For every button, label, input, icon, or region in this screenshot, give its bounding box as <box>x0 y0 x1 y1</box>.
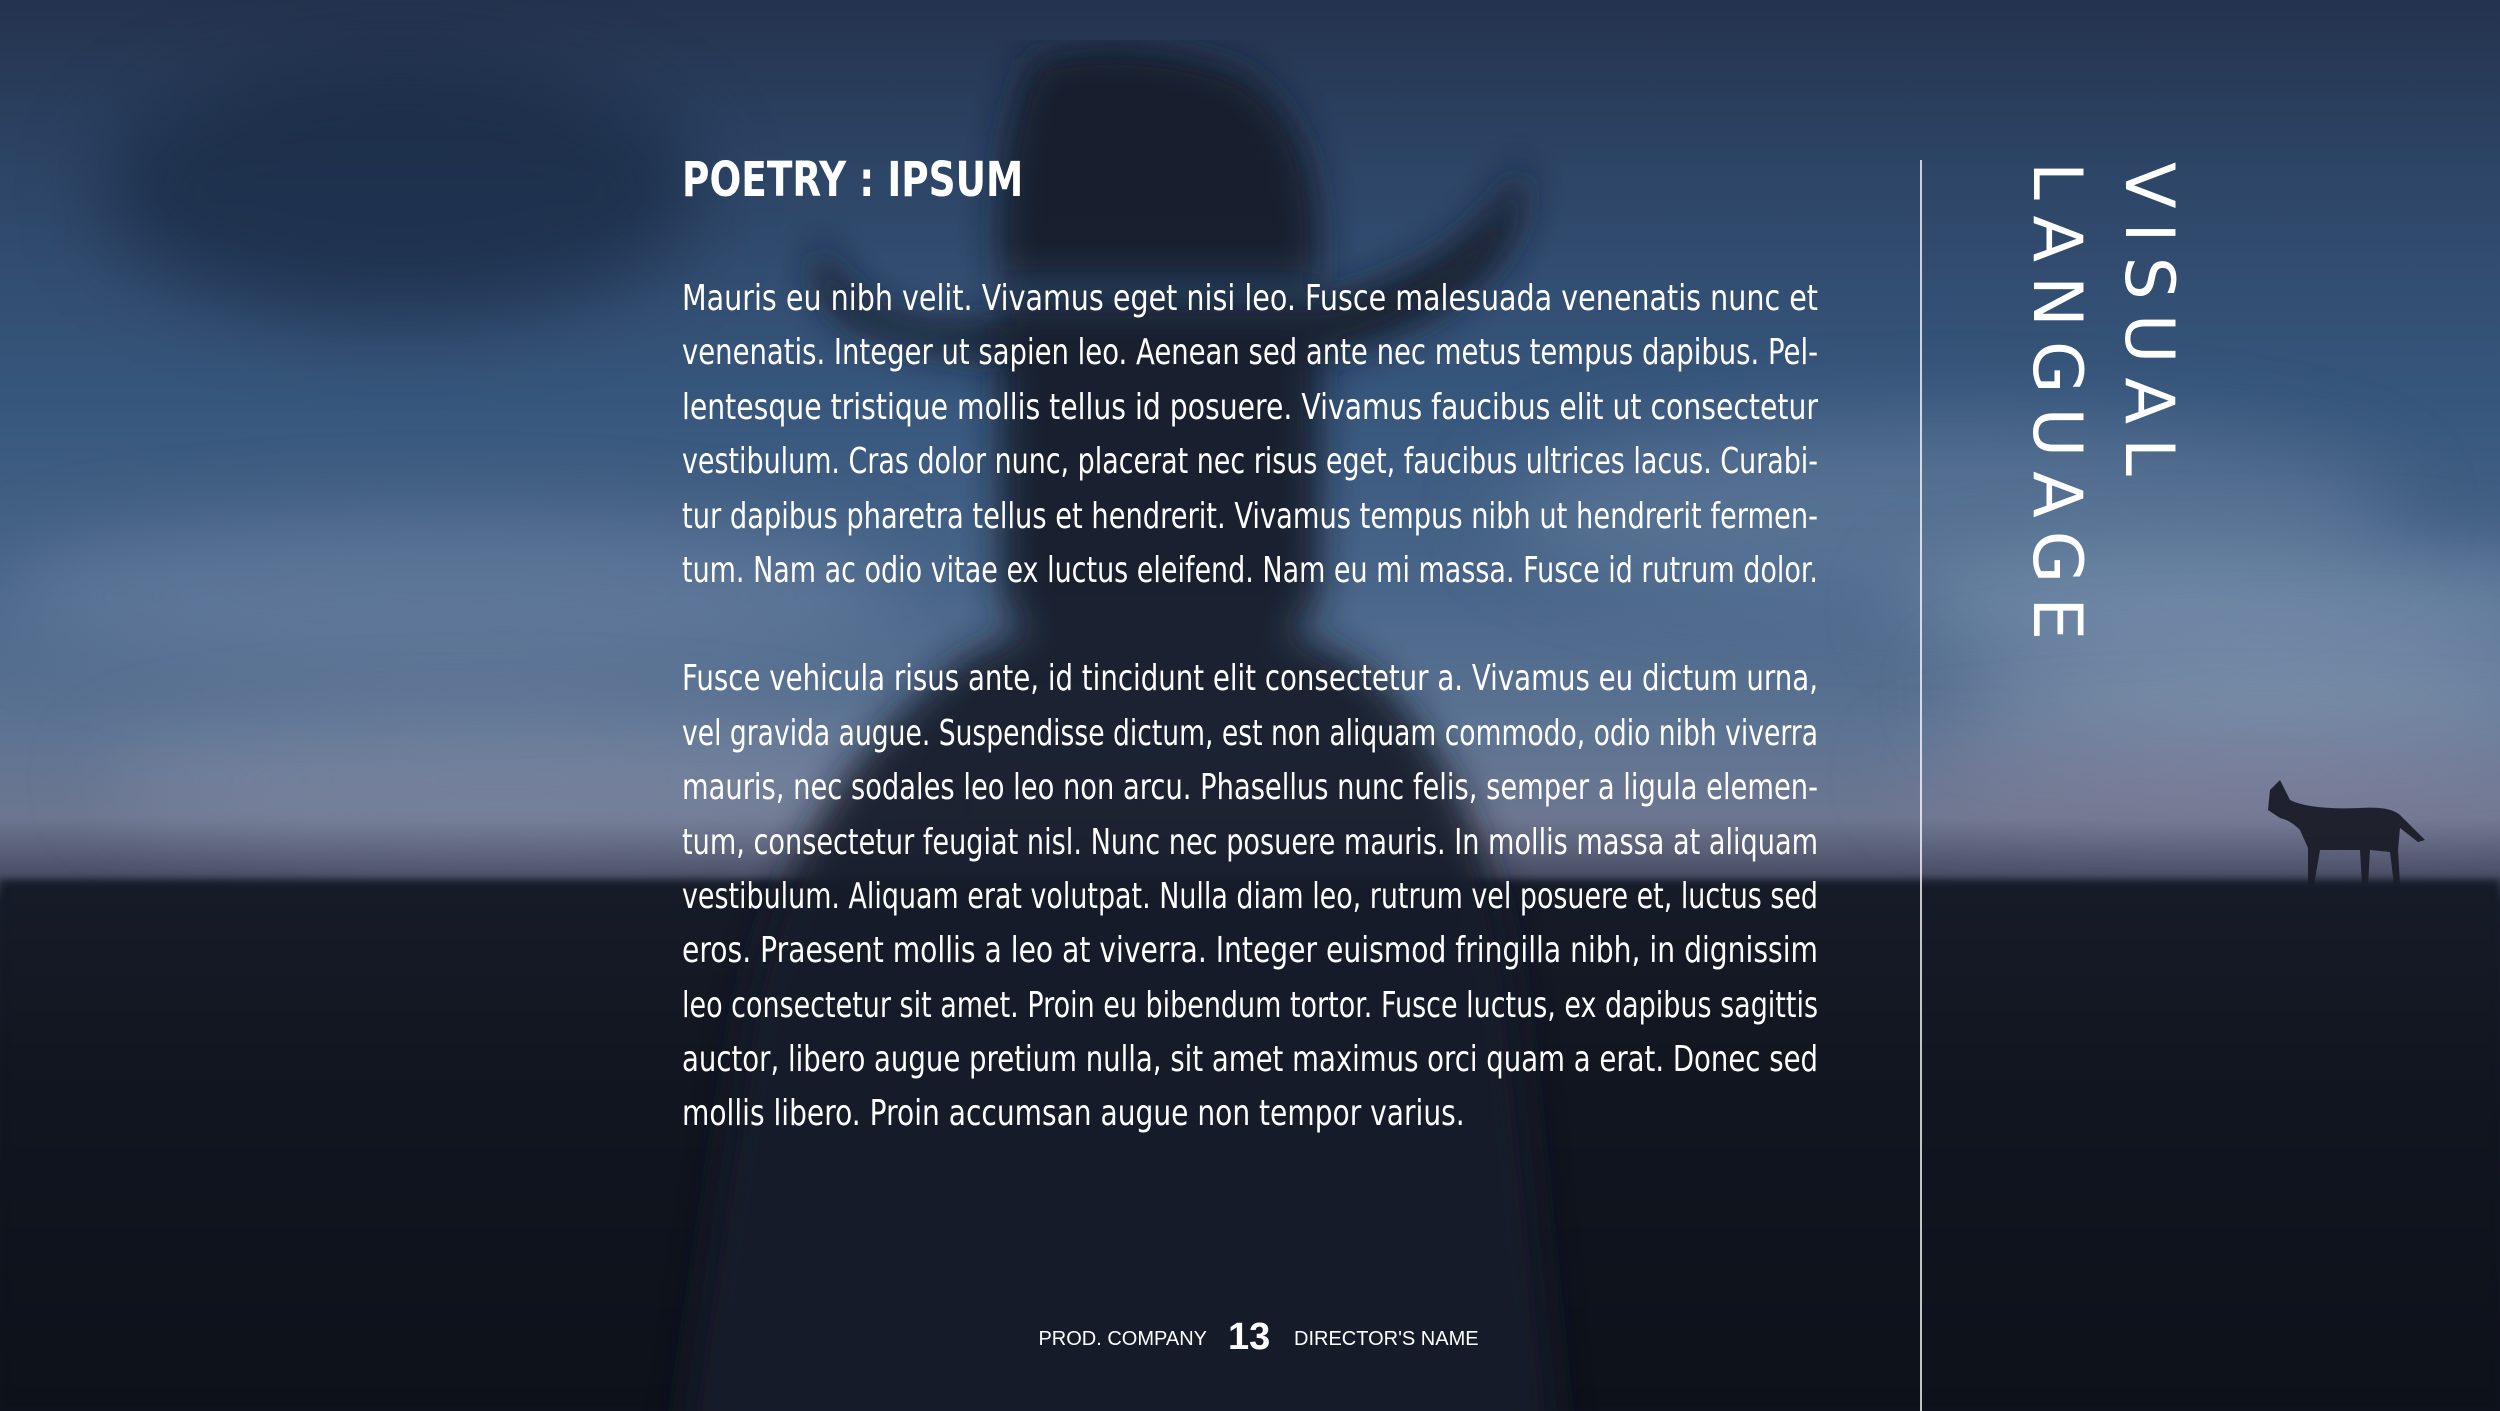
text-line: tum. Nam ac odio vitae ex luctus eleifend. Nam eu mi massa. Fusce id rutrum dolor. <box>682 549 1818 591</box>
page-number: 13 <box>1228 1316 1271 1358</box>
text-line: Mauris eu nibh velit. Vivamus eget nisi leo. Fusce malesuada venenatis nunc et <box>682 278 1818 319</box>
body-text <box>682 272 1818 1196</box>
text-line: auctor, libero augue pretium nulla, sit amet maximus orci quam a erat. Donec sed <box>682 1039 1818 1081</box>
text-line: vestibulum. Cras dolor nunc, placerat nec risus eget, faucibus ultrices lacus. Curabi- <box>682 441 1818 483</box>
text-line: eros. Praesent mollis a leo at viverra. Integer euismod fringilla nibh, in dignissim <box>682 930 1818 972</box>
production-company: PROD. COMPANY <box>1038 1328 1207 1350</box>
text-line: tum, consectetur feugiat nisl. Nunc nec posuere mauris. In mollis massa at aliquam <box>682 821 1818 863</box>
text-line: leo consectetur sit amet. Proin eu bibendum tortor. Fusce luctus, ex dapibus sagittis <box>682 984 1818 1026</box>
text-line: vel gravida augue. Suspendisse dictum, est non aliquam commodo, odio nibh viverra <box>682 712 1818 754</box>
page-title: POETRY : IPSUM <box>682 152 1024 208</box>
paragraph-1 <box>682 272 1818 598</box>
text-line: mauris, nec sodales leo leo non arcu. Phasellus nunc felis, semper a ligula elemen- <box>682 767 1818 809</box>
text-line: mollis libero. Proin accumsan augue non tempor varius. <box>682 1093 1465 1135</box>
text-line: Fusce vehicula risus ante, id tincidunt elit consectetur a. Vivamus eu dictum urna, <box>682 658 1818 700</box>
paragraph-2 <box>682 652 1818 1142</box>
text-line: venenatis. Integer ut sapien leo. Aenean sed ante nec metus tempus dapibus. Pel- <box>682 332 1818 374</box>
section-title-vertical: VISUAL LANGUAGE <box>2017 162 2188 655</box>
director-name: DIRECTOR'S NAME <box>1294 1328 1479 1350</box>
footer <box>0 1318 2500 1364</box>
vertical-divider <box>1920 160 1922 1411</box>
text-line: lentesque tristique mollis tellus id posuere. Vivamus faucibus elit ut consectetur <box>682 386 1818 428</box>
horse-silhouette <box>2250 770 2430 890</box>
text-line: tur dapibus pharetra tellus et hendrerit. Vivamus tempus nibh ut hendrerit fermen- <box>682 495 1818 537</box>
text-line: vestibulum. Aliquam erat volutpat. Nulla diam leo, rutrum vel posuere et, luctus sed <box>682 875 1818 917</box>
